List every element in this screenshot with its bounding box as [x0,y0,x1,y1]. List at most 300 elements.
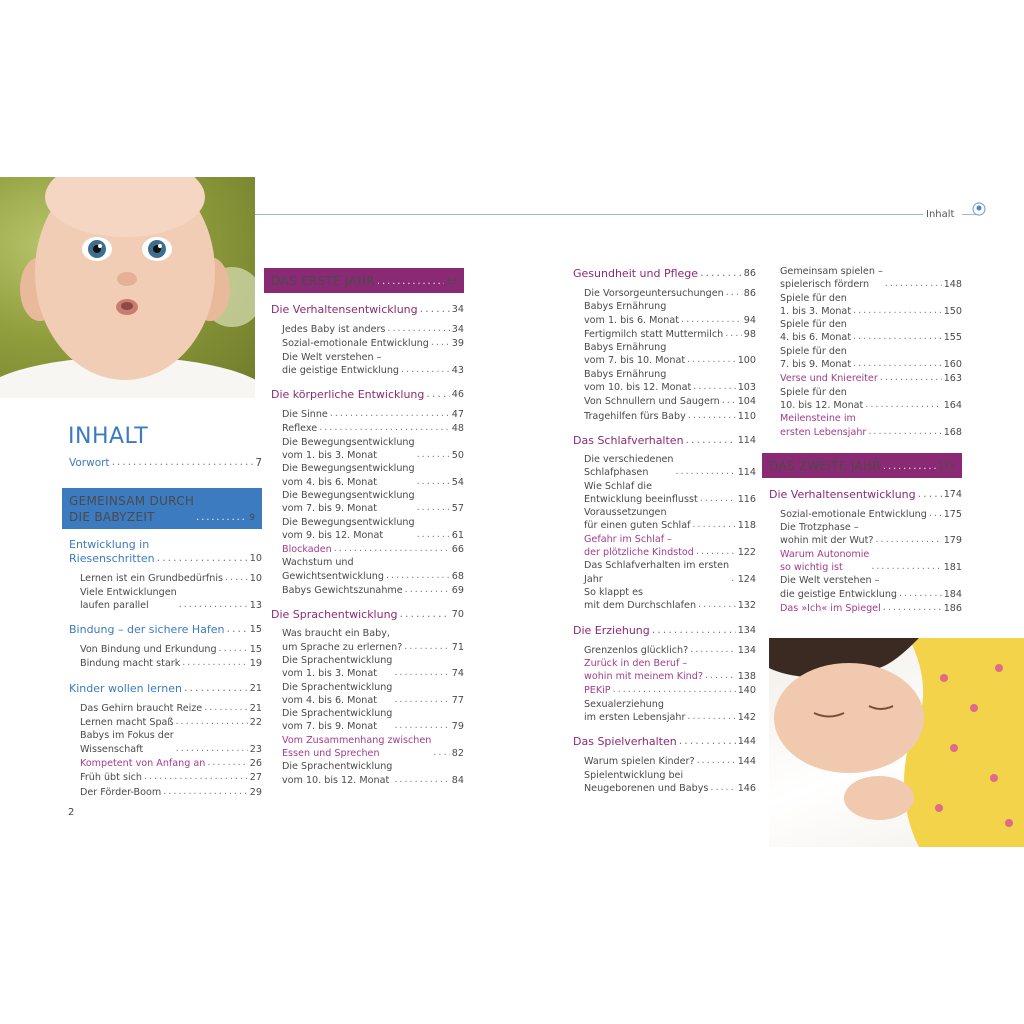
sub-entry[interactable] [80,729,262,756]
leader-dots [175,715,247,728]
leader-dots [652,623,736,637]
leader-dots [394,666,449,679]
entry-label: Die Sinne [282,409,328,421]
sub-entry[interactable] [584,286,756,300]
sub-entry[interactable] [780,412,962,439]
leader-dots [679,734,736,748]
leader-dots [696,545,736,558]
entry-label: Die Erziehung [573,623,650,637]
leader-dots [225,571,248,584]
leader-dots [853,357,942,370]
entry-label: Die Bewegungsentwicklung vom 9. bis 12. Monat [282,516,415,541]
entry-page: 132 [737,600,756,612]
entry-page: 15 [249,644,262,656]
entry-label: Sozial-emotionale Entwicklung [780,508,927,520]
leader-dots [334,542,450,555]
leader-dots [710,781,735,794]
entry-label: Kompetent von Anfang an [80,757,206,769]
leader-dots [688,409,736,422]
entry-page: 175 [943,508,962,520]
chapter-list [264,302,464,787]
leader-dots [196,511,247,524]
leader-dots [705,669,736,682]
entry-label: Blockaden [282,544,332,556]
entry-label: Sozial-emotionale Entwicklung [282,338,429,350]
entry-label: Lernen macht Spaß [80,717,174,729]
entry-page: 155 [943,332,962,344]
entry-page: 164 [943,399,962,411]
leader-dots [700,266,742,280]
sub-entry[interactable] [282,407,464,421]
sub-entry-list [762,265,962,439]
entry-page: 34 [451,304,464,315]
entry-page: 98 [743,328,756,340]
entry-label: Das Spielverhalten [573,735,677,749]
entry-page: 103 [737,382,756,394]
leader-dots [687,710,735,723]
entry-page: 114 [737,467,756,479]
entry-label: PEKiP [584,685,611,697]
entry-page: 118 [737,520,756,532]
leader-dots [405,583,450,596]
entry-page: 10 [249,553,262,565]
entry-page: 7 [255,457,262,469]
entry-label: Die Sprachentwicklung [271,608,398,622]
leader-dots [698,598,736,611]
leader-dots [697,754,736,767]
sub-entry[interactable] [780,507,962,521]
chapter-group [264,302,464,377]
sub-entry[interactable] [584,643,756,657]
chapter-entry[interactable] [573,433,756,448]
sub-entry[interactable] [584,327,756,341]
entry-page: 21 [249,682,262,694]
leader-dots [686,433,736,447]
leader-dots [681,313,742,326]
sub-entry[interactable] [80,586,262,613]
leader-dots [386,569,450,582]
entry-page: 174 [943,488,962,500]
sub-entry[interactable] [282,760,464,787]
leader-dots [853,330,942,343]
header-rule [255,214,923,215]
entry-label: Die Bewegungsentwicklung vom 7. bis 9. Monat [282,489,415,515]
toc-column-2 [264,268,464,797]
sub-entry[interactable] [282,322,464,336]
sub-entry[interactable] [584,341,756,368]
entry-label: Spielentwicklung bei Neugeborenen und Babys [584,769,709,794]
toc-column-1 [62,424,262,809]
entry-label: Tragehilfen fürs Baby [584,410,686,422]
entry-label: Gefahr im Schlaf – der plötzliche Kindstod [584,533,694,559]
entry-page: 15 [249,624,262,636]
sub-entry[interactable] [584,683,756,697]
entry-label: Babys Gewichtszunahme [282,585,403,597]
leader-dots [431,336,450,349]
entry-page: 48 [451,423,464,435]
sub-entry[interactable] [282,336,464,350]
chapter-list [62,538,262,799]
entry-label: Warum Autonomie so wichtig ist [780,548,870,574]
sleeping-child-photo [769,638,1024,847]
sleeping-child-illustration [769,638,1024,847]
toc-column-3 [566,266,756,805]
part-page: 33 [445,276,457,287]
sub-entry[interactable] [282,654,464,681]
leader-dots [426,387,449,401]
entry-page: 46 [451,389,464,401]
leader-dots [883,601,942,614]
leader-dots [929,507,942,520]
leader-dots [163,785,248,798]
entry-page: 142 [737,712,756,724]
entry-label: Das »Ich« im Spiegel [780,602,881,614]
entry-label: Bindung – der sichere Hafen [69,623,225,637]
entry-page: 74 [451,668,464,680]
entry-page: 66 [451,544,464,556]
entry-page: 27 [249,772,262,784]
sub-entry[interactable] [80,715,262,729]
entry-page: 84 [451,774,464,786]
leader-dots [700,492,736,505]
toc-title: INHALT [68,424,149,449]
entry-page: 86 [743,288,756,299]
sub-entry[interactable] [282,707,464,734]
sub-entry[interactable] [584,409,756,423]
leader-dots [179,598,248,611]
entry-page: 50 [451,450,464,462]
leader-dots [692,518,735,531]
leader-dots [687,353,736,366]
sub-entry[interactable] [584,754,756,768]
leader-dots [918,487,942,501]
entry-page: 70 [451,609,464,621]
leader-dots [227,622,248,636]
sub-entry[interactable] [584,480,756,507]
sub-entry[interactable] [282,681,464,708]
leader-dots [417,501,450,514]
toc-entry-vorwort[interactable] [69,456,262,470]
entry-page: 100 [737,355,756,367]
entry-page: 114 [737,434,756,446]
entry-label: Bindung macht stark [80,658,181,670]
sub-entry[interactable] [584,559,756,586]
entry-label: Reflexe [282,423,318,435]
entry-page: 134 [737,624,756,636]
entry-label: Das Schlafverhalten im ersten Jahr [584,560,730,585]
sub-entry[interactable] [80,701,262,715]
entry-page: 23 [249,743,262,755]
leader-dots [883,460,936,473]
leader-dots [676,465,736,478]
running-head: Inhalt [926,209,955,220]
entry-label: Die Welt verstehen – die geistige Entwicklung [780,575,897,600]
sub-entry[interactable] [80,571,262,585]
sub-entry[interactable] [282,734,464,761]
entry-page: 43 [451,364,464,376]
entry-page: 68 [451,570,464,582]
entry-label: Von Schnullern und Saugern [584,396,720,408]
chapter-entry[interactable] [271,607,464,622]
entry-label: Die Welt verstehen – die geistige Entwicklung [282,351,399,376]
sub-entry[interactable] [584,394,756,408]
entry-label: Vom Zusammenhang zwischen Essen und Sprechen [282,734,432,760]
entry-label: Die Sprachentwicklung vom 10. bis 12. Monat [282,761,393,786]
part-page: 173 [937,461,955,472]
leader-dots [207,756,247,769]
entry-page: 79 [451,721,464,733]
entry-label: Die Verhaltensentwicklung [271,303,418,316]
sub-entry[interactable] [282,516,464,543]
sub-entry[interactable] [584,533,756,560]
entry-page: 13 [249,599,262,611]
sub-entry[interactable] [282,489,464,516]
leader-dots [885,277,942,290]
chapter-entry[interactable] [271,387,464,402]
leader-dots [157,551,248,565]
part-heading-zweite-jahr[interactable] [762,453,962,478]
chapter-entry[interactable] [69,681,262,696]
entry-page: 122 [737,547,756,559]
leader-dots [144,770,248,783]
leader-dots [868,425,941,438]
leader-dots [394,773,449,786]
entry-page: 26 [249,757,262,769]
sub-entry[interactable] [282,436,464,463]
entry-label: Was braucht ein Baby, um Sprache zu erlernen? [282,628,403,653]
sub-entry[interactable] [584,506,756,533]
leader-dots [433,746,449,759]
sub-entry[interactable] [282,421,464,435]
leader-dots [377,275,444,288]
baby-face-photo [0,177,255,398]
entry-page: 69 [451,585,464,597]
sub-entry[interactable] [780,292,962,319]
sub-entry[interactable] [584,769,756,796]
entry-page: 134 [737,644,756,656]
entry-label: Die Vorsorgeuntersuchungen [584,288,724,299]
chapter-entry[interactable] [573,734,756,749]
sub-entry[interactable] [282,542,464,556]
entry-page: 29 [249,786,262,798]
entry-label: Gemeinsam spielen – spielerisch fördern [780,266,883,291]
part-label: GEMEINSAM DURCH DIE BABYZEIT [69,494,195,525]
leader-dots [401,363,450,376]
entry-label: Von Bindung und Erkundung [80,644,217,656]
sub-entry[interactable] [780,521,962,548]
chapter-entry[interactable] [769,487,962,502]
chapter-entry[interactable] [69,538,262,566]
entry-label: Das Schlafverhalten [573,433,684,447]
leader-dots [184,681,248,695]
leader-dots [387,322,449,335]
chapter-group [62,538,262,612]
part-label: DAS ZWEITE JAHR [769,458,882,473]
sub-entry[interactable] [780,386,962,413]
entry-page: 71 [451,641,464,653]
leader-dots [417,448,450,461]
entry-label: Grenzenlos glücklich? [584,644,689,656]
entry-page: 116 [737,493,756,505]
entry-page: 184 [943,588,962,600]
leader-dots [219,642,248,655]
entry-label: Wie Schlaf die Entwicklung beeinflusst [584,480,698,505]
chapter-group [264,387,464,597]
leader-dots [176,742,248,755]
sub-entry[interactable] [80,785,262,799]
sub-entry[interactable] [780,345,962,372]
leader-dots [319,421,450,434]
entry-page: 163 [943,373,962,385]
sub-entry[interactable] [282,556,464,583]
leader-dots [875,533,941,546]
entry-page: 181 [943,562,962,574]
entry-label: Jedes Baby ist anders [282,324,386,335]
leader-dots [731,572,736,585]
entry-page: 179 [943,535,962,547]
chapter-entry[interactable] [573,266,756,281]
entry-page: 140 [737,685,756,697]
entry-label: Die körperliche Entwicklung [271,388,425,402]
leader-dots [871,560,941,573]
entry-label: Das Gehirn braucht Reize [80,702,203,714]
chapter-group [566,433,756,613]
leader-dots [726,286,742,299]
chapter-group [62,622,262,671]
sub-entry[interactable] [584,453,756,480]
leader-dots [204,701,248,714]
sub-entry[interactable] [80,642,262,656]
entry-label: Sexualerziehung im ersten Lebensjahr [584,698,686,724]
entry-label: Spiele für den 4. bis 6. Monat [780,319,852,344]
chapter-entry[interactable] [573,623,756,638]
entry-label: Die Trotzphase – wohin mit der Wut? [780,522,874,547]
entry-label: Die Bewegungsentwicklung vom 1. bis 3. Monat [282,436,415,462]
sub-entry[interactable] [584,300,756,327]
entry-page: 144 [737,756,756,768]
leader-dots [417,528,450,541]
entry-label: Lernen ist ein Grundbedürfnis [80,573,223,585]
entry-page: 82 [451,748,464,760]
chapter-group [566,623,756,725]
chapter-group [62,681,262,799]
leader-dots [400,607,450,621]
part-heading-babyzeit[interactable] [62,488,262,529]
leader-dots [613,683,736,696]
sub-entry[interactable] [584,698,756,725]
sub-entry[interactable] [80,756,262,770]
entry-page: 144 [737,736,756,748]
leader-dots [112,456,254,469]
entry-label: Entwicklung in Riesenschritten [69,538,155,566]
leader-dots [722,394,736,407]
entry-page: 86 [743,268,756,279]
baby-face-illustration [0,177,255,398]
sub-entry[interactable] [80,770,262,784]
entry-label: Wachstum und Gewichtsentwicklung [282,557,384,582]
entry-page: 94 [743,314,756,326]
sub-entry[interactable] [282,351,464,378]
sub-entry[interactable] [80,656,262,670]
leader-dots [420,302,450,316]
sub-entry[interactable] [282,462,464,489]
sub-entry[interactable] [584,586,756,613]
entry-label: Babys Ernährung vom 1. bis 6. Monat [584,301,680,326]
entry-label: Verse und Kniereiter [780,373,878,385]
sub-entry[interactable] [780,601,962,615]
chapter-group [264,607,464,787]
sub-entry[interactable] [282,583,464,597]
entry-label: Die verschiedenen Schlafphasen [584,453,674,479]
entry-page: 77 [451,694,464,706]
entry-page: 138 [737,671,756,683]
entry-page: 39 [451,338,464,350]
entry-label: Vorwort [69,457,110,469]
chapter-group [566,266,756,423]
entry-label: Spiele für den 1. bis 3. Monat [780,292,852,317]
sub-entry[interactable] [780,548,962,575]
entry-page: 124 [737,573,756,585]
entry-page: 54 [451,476,464,488]
entry-label: Viele Entwicklungen laufen parallel [80,586,177,611]
chapter-group [762,487,962,615]
sub-entry[interactable] [282,627,464,654]
entry-page: 22 [249,717,262,729]
entry-label: Kinder wollen lernen [69,681,182,695]
toc-column-4 [762,265,962,625]
entry-page: 104 [737,396,756,408]
part-heading-erste-jahr[interactable] [264,268,464,293]
leader-dots [880,371,942,384]
entry-label: Früh übt sich [80,772,142,784]
leader-dots [690,643,735,656]
entry-label: Die Verhaltensentwicklung [769,487,916,501]
entry-label: Babys Ernährung vom 10. bis 12. Monat [584,368,692,394]
sub-entry[interactable] [780,318,962,345]
entry-label: Voraussetzungen für einen guten Schlaf [584,507,691,532]
entry-page: 146 [737,782,756,794]
entry-page: 148 [943,279,962,291]
entry-page: 10 [249,573,262,585]
entry-label: So klappt es mit dem Durchschlafen [584,586,697,612]
leader-dots [725,327,742,340]
sub-entry[interactable] [780,574,962,601]
chapter-list [762,487,962,615]
entry-label: Der Förder-Boom [80,786,162,798]
entry-label: Die Sprachentwicklung vom 4. bis 6. Monat [282,681,393,706]
entry-label: Spiele für den 7. bis 9. Monat [780,345,852,371]
sub-entry[interactable] [584,368,756,395]
entry-page: 150 [943,305,962,317]
entry-label: Die Sprachentwicklung vom 1. bis 3. Monat [282,654,393,680]
sub-entry[interactable] [780,371,962,385]
chapter-entry[interactable] [69,622,262,637]
entry-label: Babys Ernährung vom 7. bis 10. Monat [584,342,686,367]
chapter-list [566,266,756,795]
entry-page: 47 [451,409,464,421]
chapter-entry[interactable] [271,302,464,317]
entry-label: Zurück in den Beruf – wohin mit meinem Kind? [584,657,703,683]
leader-dots [899,587,942,600]
leader-dots [182,656,248,669]
entry-label: Meilensteine im ersten Lebensjahr [780,413,867,438]
entry-label: Warum spielen Kinder? [584,756,695,768]
entry-page: 57 [451,503,464,515]
part-label: DAS ERSTE JAHR [271,274,376,288]
sub-entry[interactable] [584,657,756,684]
sub-entry[interactable] [780,265,962,292]
entry-page: 186 [943,602,962,614]
